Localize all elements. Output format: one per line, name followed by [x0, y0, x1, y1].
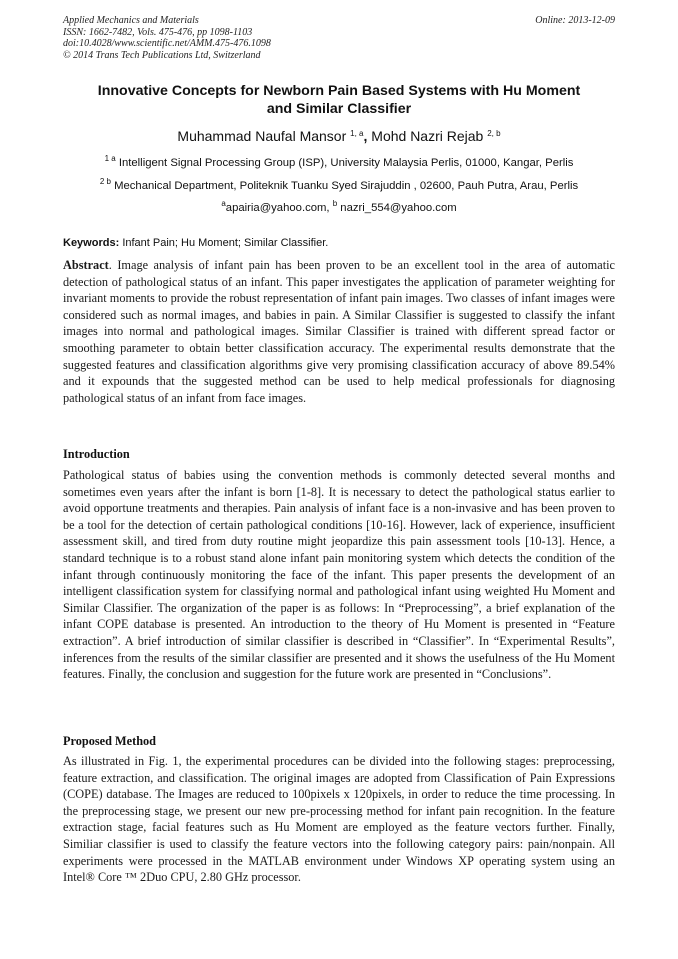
keywords — [63, 236, 615, 250]
author-emails — [40, 201, 638, 215]
method-text: As illustrated in Fig. 1, the experimental procedures can be divided into the following stages: preprocessing, feature extraction, and classification. The original images are adopted from Classification of Pain Expressions (COPE) database. The Images are reduced to 100pixels x 120pixels, in order to reduce the time processing. In the preprocessing stage, we present our new pre-processing method for infant pain recognition. In the feature extraction stage, facial features such as Hu Moment are employed as the feature vectors further. Finally, Similiar classifier is used to classify the feature vectors into the following category pairs: pain/nonpain. All experiments were processed in the MATLAB environment under Windows XP operating system using an Intel® Core ™ 2Duo CPU, 2.80 GHz processor. — [63, 754, 615, 885]
affiliation-2-text: Mechanical Department, Politeknik Tuanku Syed Sirajuddin , 02600, Pauh Putra, Arau, Perlis — [114, 180, 579, 192]
email-a: apairia@yahoo.com, — [225, 202, 330, 214]
affiliation-2-marker: 2 b — [99, 177, 111, 186]
journal-name: Applied Mechanics and Materials — [63, 15, 199, 26]
email-a-marker: a — [221, 199, 226, 208]
affiliation-2 — [40, 179, 638, 193]
email-b-marker: b — [332, 199, 338, 208]
online-date: Online: 2013-12-09 — [535, 15, 615, 26]
author-1: Muhammad Naufal Mansor — [177, 128, 347, 144]
paper-title — [40, 82, 638, 118]
keywords-label: Keywords: — [63, 237, 120, 249]
affiliation-1-text: Intelligent Signal Processing Group (ISP), University Malaysia Perlis, 01000, Kangar, Perlis — [118, 157, 574, 169]
author-list — [40, 127, 638, 145]
affiliation-1-marker: 1 a — [104, 154, 116, 163]
journal-header — [63, 15, 615, 61]
method-heading: Proposed Method — [63, 734, 157, 748]
email-b: nazri_554@yahoo.com — [340, 202, 457, 214]
introduction-text: Pathological status of babies using the convention methods is commonly detected several months and sometimes even years after the infant is born [1-8]. It is necessary to detect the pathological status earlier to avoid opportune treatments and therapies. Pain analysis of infant face is a non-invasive and has been proven to be a tool for the detection of certain pathological conditions [10-16]. However, lack of experience, insufficient assessment skill, and tired from duty routine might jeopardize this pain assessment tools [10-13]. Hence, a standard technique is to a robust stand alone infant pain monitoring system which detects the condition of the infant through continuously monitoring the face of the infant. This paper presents the development of an intelligent classification system for classifying normal and pathological infant using weighted Hu Moment and Similar Classifier. The organization of the paper is as follows: In “Preprocessing”, a brief explanation of the infant COPE database is presented. An introduction to the theory of Hu Moment is presented in “Feature extraction”. A brief introduction of similar classifier is described in “Classifier”. In “Experimental Results”, inferences from the results of the similar classifier are presented and it shows the usefulness of the Hu Moment features. Finally, the conclusion and suggestion for the future work are presented in “Conclusions”. — [63, 468, 615, 682]
copyright-line: © 2014 Trans Tech Publications Ltd, Switzerland — [63, 49, 261, 61]
issn-line: ISSN: 1662-7482, Vols. 475-476, pp 1098-1103 — [63, 26, 253, 38]
introduction-heading: Introduction — [63, 447, 130, 461]
abstract — [63, 257, 615, 406]
affiliation-1 — [40, 156, 638, 170]
title-line-1: Innovative Concepts for Newborn Pain Based Systems with Hu Moment — [97, 83, 581, 99]
author-2: Mohd Nazri Rejab — [371, 128, 484, 144]
author-1-marker: 1, a — [350, 129, 364, 138]
abstract-label: Abstract — [63, 258, 109, 272]
abstract-text: . Image analysis of infant pain has been proven to be an excellent tool in the area of automatic detection of pathological status of an infant. This paper investigates the application of parameter weighting for invariant moments to provide the robust representation of infant pain images. Two classes of infant images were considered such as normal images, and babies in pain. A Similar Classifier is suggested to classify the infant images into normal and pathological images. Similar Classifier is trained with different spread factor or smoothing parameter to obtain better classification accuracy. The experimental results demonstrate that the suggested features and classification algorithms give very promising classification accuracy of above 89.54% and it expounds that the suggested method can be used to help medical professionals for diagnosing pathological status of an infant from face images. — [63, 258, 615, 405]
author-separator: , — [363, 128, 368, 144]
author-2-marker: 2, b — [487, 129, 501, 138]
keywords-text: Infant Pain; Hu Moment; Similar Classifier. — [122, 237, 329, 249]
title-line-2: and Similar Classifier — [266, 101, 412, 117]
doi-line: doi:10.4028/www.scientific.net/AMM.475-476.1098 — [63, 38, 271, 50]
